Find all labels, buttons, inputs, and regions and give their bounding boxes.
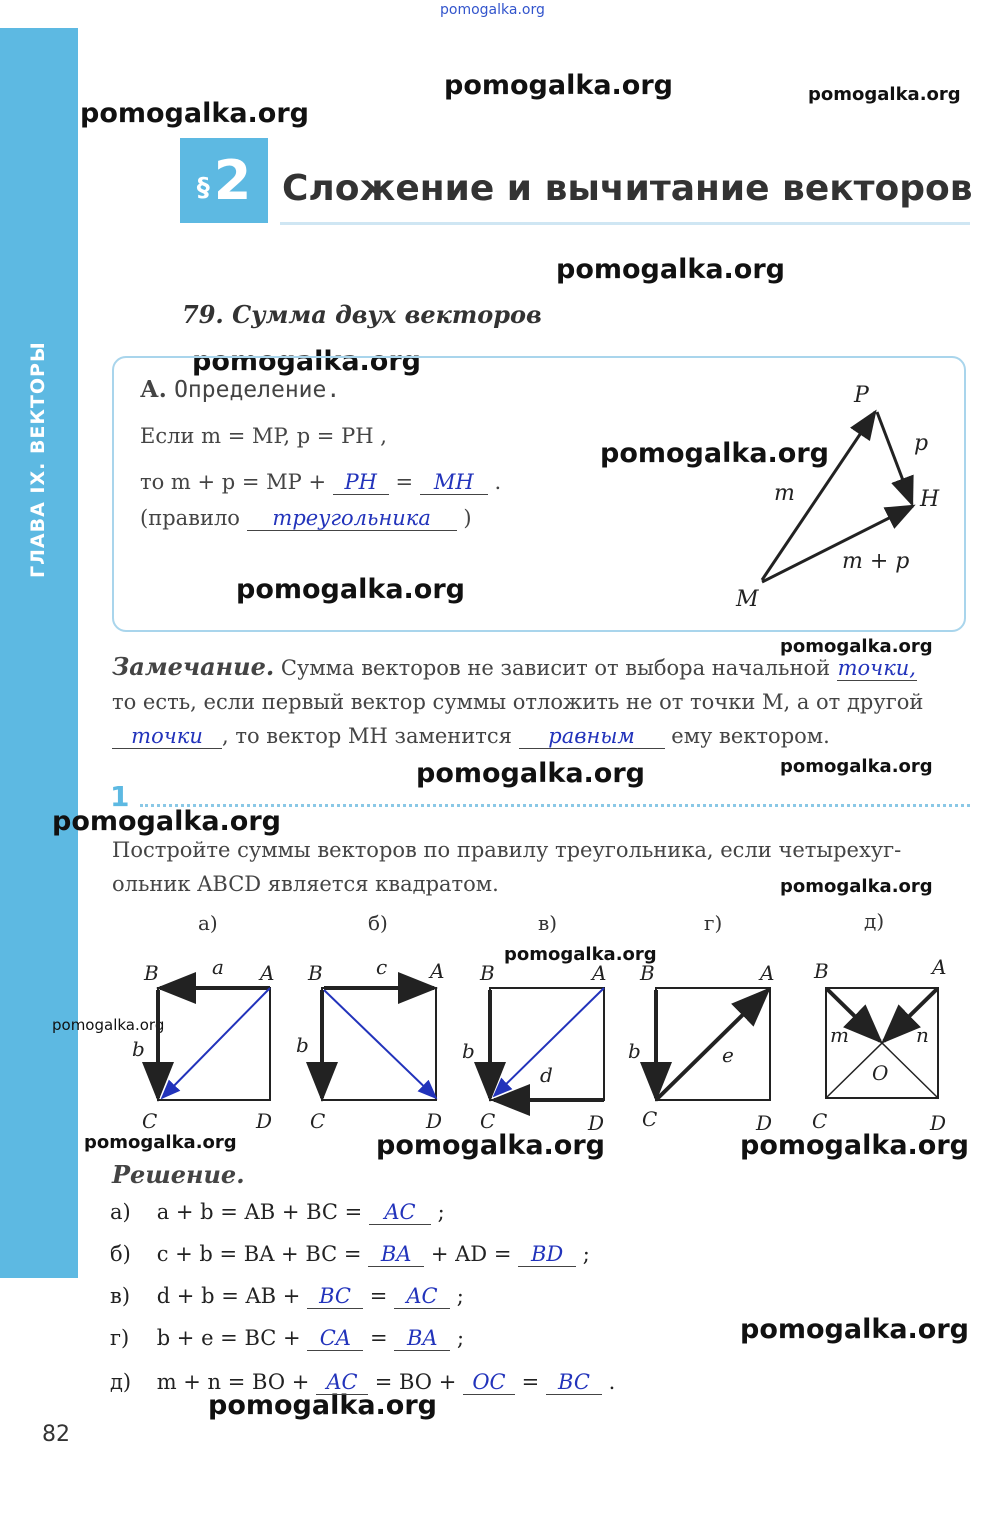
solution-row-expr: m + n = BO + [156,1370,310,1394]
answer-row-d2: BA [394,1326,450,1351]
figure-b-A: A [430,959,445,983]
label-H: H [920,487,940,512]
note-line3 [112,724,830,749]
watermark: pomogalka.org [52,1016,165,1034]
watermark: pomogalka.org [80,98,309,129]
solution-row-tail: ; [456,1326,465,1350]
solution-row-label: д) [110,1370,132,1394]
definition-line2 [140,470,501,495]
vector-p-arrow [877,412,912,504]
section-title: Сложение и вычитание векторов [282,168,973,209]
figure-b-B: B [308,961,323,985]
figure-e-C: C [812,1109,828,1133]
figure-b-label: б) [368,911,388,935]
solution-row-expr: a + b = AB + BC = [156,1200,363,1224]
task-line1: Постройте суммы векторов по правилу треугольника, если четырехуг- [112,838,902,862]
answer-row-b2: BD [518,1242,576,1267]
label-vec-m: m [774,481,795,506]
watermark: pomogalka.org [780,876,933,897]
answer-ph: PH [333,470,389,495]
chapter-sidebar [0,28,78,1278]
figure-b-C: C [310,1109,326,1133]
figure-c-label: в) [538,911,558,935]
section-rule [280,222,970,225]
figure-c-B: B [480,961,495,985]
figure-b-vec1: c [376,955,388,979]
answer-point2: точки [112,724,222,749]
definition-line2-end: . [494,470,502,494]
watermark: pomogalka.org [208,1390,437,1421]
watermark: pomogalka.org [556,254,785,285]
figure-e-B: B [814,959,829,983]
definition-heading [140,376,340,403]
figure-d-vector-e [656,990,768,1100]
figure-a-A: A [260,961,275,985]
solution-row-e [110,1370,615,1395]
watermark: pomogalka.org [504,944,657,965]
solution-row-a [110,1200,445,1225]
definition-line3 [140,506,472,531]
figure-e-center: O [872,1061,889,1085]
definition-heading-text: Определение. [174,377,341,403]
figure-d-vec1: e [722,1043,734,1067]
section-number: 2 [213,149,252,212]
watermark: pomogalka.org [236,574,465,605]
watermark: pomogalka.org [84,1132,237,1153]
solution-row-label: б) [110,1242,131,1266]
answer-row-e2: OC [463,1370,515,1395]
answer-row-b1: BA [368,1242,424,1267]
watermark: pomogalka.org [376,1130,605,1161]
label-vec-sum: m + p [842,549,910,574]
figure-a-D: D [256,1109,273,1133]
solution-row-d [110,1326,464,1351]
figure-b-vec2: b [296,1033,309,1057]
figure-d-D: D [756,1111,773,1135]
figure-c-D: D [588,1111,605,1135]
solution-row-tail: . [608,1370,616,1394]
triangle-diagram [720,370,960,620]
answer-row-c1: BC [307,1284,363,1309]
figure-c-A: A [592,961,607,985]
task-number: 1 [110,780,130,813]
answer-row-e3: BC [546,1370,602,1395]
watermark: pomogalka.org [780,636,933,657]
solution-row-tail: ; [456,1284,464,1308]
note-text1: Сумма векторов не зависит от выбора начальной [280,656,831,680]
definition-line2-prefix: то m + p = MP + [140,470,327,494]
definition-letter: А. [140,376,167,403]
figure-a-vec2: b [132,1037,145,1061]
answer-row-e1: AC [316,1370,368,1395]
section-badge [180,138,268,223]
answer-row-a: AC [369,1200,431,1225]
answer-equal: равным [519,724,665,749]
figure-e-label: д) [864,909,885,933]
figure-a-B: B [144,961,159,985]
answer-row-c2: AC [394,1284,450,1309]
watermark: pomogalka.org [192,346,421,377]
figure-d-label: г) [704,911,723,935]
task-dotted-rule [140,804,970,807]
figure-a-C: C [142,1109,158,1133]
solution-row-mid: = [369,1284,388,1308]
note-head: Замечание. [112,652,275,681]
watermark: pomogalka.org [416,758,645,789]
figure-d-C: C [642,1107,658,1131]
answer-rule: треугольника [247,506,457,531]
watermark: pomogalka.org [52,806,281,837]
label-vec-p: p [914,431,929,456]
solution-row-expr: b + e = BC + [156,1326,301,1350]
definition-line3-end: ) [463,506,472,530]
solution-head: Решение. [112,1160,245,1189]
figure-b-answer-bd [324,990,436,1098]
label-M: M [736,587,759,612]
figure-c-vec2: b [462,1039,475,1063]
solution-row-mid2: = [521,1370,540,1394]
solution-row-label: а) [110,1200,131,1224]
watermark: pomogalka.org [780,756,933,777]
solution-row-mid: + AD = [430,1242,512,1266]
figure-e-vector-n [884,989,937,1041]
answer-mh: MH [420,470,488,495]
figure-a-vec1: a [212,955,224,979]
definition-equals: = [395,470,414,494]
definition-line1: Если m = MP, p = PH , [140,424,387,448]
chapter-label: ГЛАВА IX. ВЕКТОРЫ [27,341,49,579]
solution-row-mid: = [370,1326,388,1350]
figure-c-vec1: d [540,1063,553,1087]
watermark-top: pomogalka.org [440,2,545,18]
task-line2: ольник ABCD является квадратом. [112,872,499,896]
figure-a-label: а) [198,911,218,935]
solution-row-label: в) [110,1284,131,1308]
solution-row-tail: ; [437,1200,445,1224]
figure-c-C: C [480,1109,496,1133]
watermark: pomogalka.org [740,1314,969,1345]
note-text4: ему вектором. [671,724,830,748]
definition-line3-prefix: (правило [140,506,240,530]
solution-row-expr: d + b = AB + [156,1284,301,1308]
figure-e-vec1: m [830,1023,849,1047]
watermark: pomogalka.org [808,84,961,105]
label-P: P [854,383,869,408]
answer-row-d1: CA [307,1326,363,1351]
figure-d-vec2: b [628,1039,641,1063]
squares-figure [100,900,980,1140]
figure-b-D: D [426,1109,443,1133]
solution-row-expr: c + b = BA + BC = [156,1242,362,1266]
solution-row-mid: = BO + [374,1370,457,1394]
note-text3: , то вектор MH заменится [222,724,512,748]
solution-row-tail: ; [582,1242,590,1266]
section-symbol: § [196,172,210,203]
watermark: pomogalka.org [740,1130,969,1161]
solution-row-b [110,1242,590,1267]
subsection-title: 79. Сумма двух векторов [182,300,542,329]
answer-point: точки, [837,656,916,680]
watermark: pomogalka.org [444,70,673,101]
figure-d-B: B [640,961,655,985]
figure-a-answer-ac [162,988,270,1098]
watermark: pomogalka.org [600,438,829,469]
figure-e-vec2: n [916,1023,929,1047]
figure-e-D: D [930,1111,947,1135]
solution-row-c [110,1284,464,1309]
solution-row-label: г) [110,1326,130,1350]
page-number: 82 [42,1422,70,1447]
figure-e-A: A [932,955,947,979]
figure-d-A: A [760,961,775,985]
note-line1 [112,652,917,681]
note-line2: то есть, если первый вектор суммы отложить не от точки M, а от другой [112,690,924,714]
